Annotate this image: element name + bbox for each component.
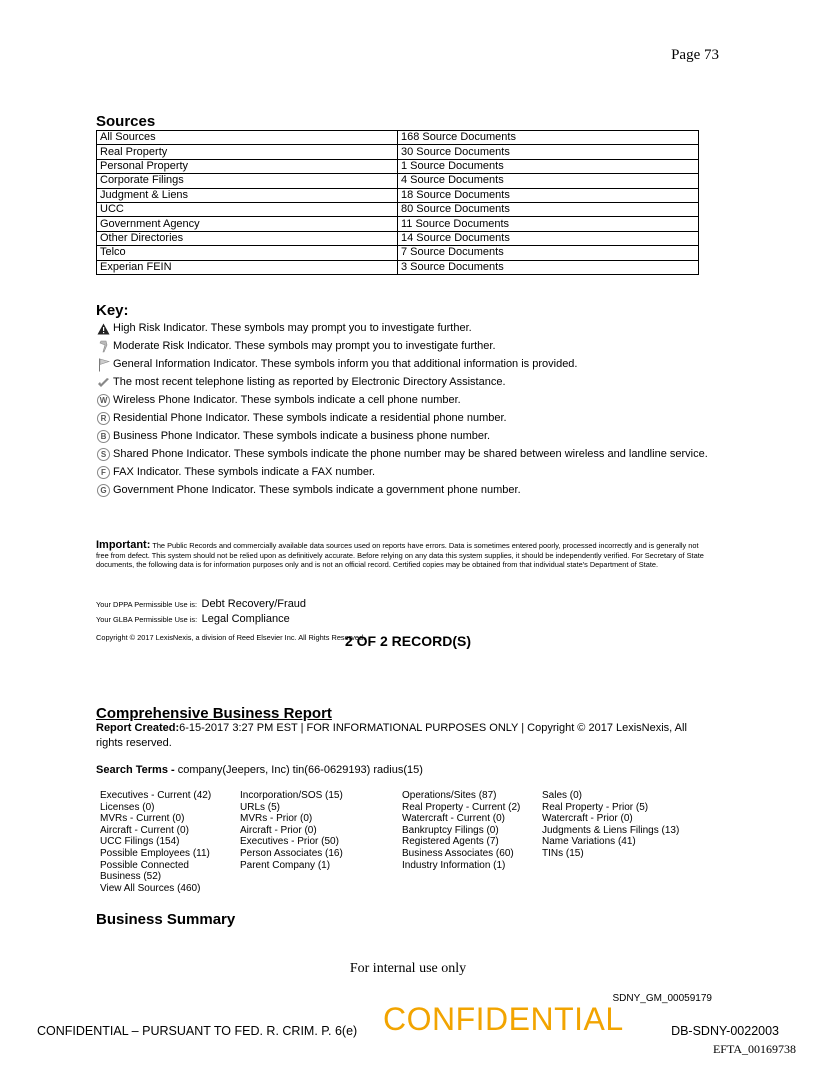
key-item bbox=[96, 484, 708, 497]
report-link[interactable]: Person Associates (16) bbox=[240, 847, 343, 859]
record-count: 2 OF 2 RECORD(S) bbox=[344, 633, 471, 649]
source-count: 30 Source Documents bbox=[398, 145, 699, 159]
report-link[interactable]: Name Variations (41) bbox=[542, 836, 636, 848]
source-count: 18 Source Documents bbox=[398, 188, 699, 202]
important-text: The Public Records and commercially available data sources used on reports have errors. Data is sometimes entered poorly, processed incorrectly and is generally not free from defect. This system should not be relied upon as definitively accurate. Before relying on any data this system supplies, it should be independently verified. For Secretary of State documents, the following data is for information purposes only and is not an official record. Certified copies may be obtained from that individual state's Department of State. bbox=[96, 541, 704, 570]
sources-heading: Sources bbox=[96, 113, 156, 130]
search-terms bbox=[96, 764, 423, 776]
report-created-label: Report Created: bbox=[96, 722, 180, 734]
source-name: Personal Property bbox=[97, 159, 398, 173]
confidentiality-notice: CONFIDENTIAL – PURSUANT TO FED. R. CRIM. P. 6(e) bbox=[37, 1024, 358, 1038]
glba-value: Legal Compliance bbox=[201, 613, 290, 625]
key-item-text: General Information Indicator. These symbols inform you that additional information is provided. bbox=[113, 358, 578, 370]
permissible-use bbox=[96, 596, 306, 626]
important-label: Important: bbox=[96, 539, 151, 551]
report-link[interactable]: Licenses (0) bbox=[100, 801, 155, 813]
report-link[interactable]: Operations/Sites (87) bbox=[402, 790, 497, 801]
sources-row bbox=[97, 159, 699, 173]
key-item-text: High Risk Indicator. These symbols may prompt you to investigate further. bbox=[113, 322, 472, 334]
business-phone-icon bbox=[96, 430, 111, 443]
report-link-column bbox=[402, 790, 520, 871]
report-link-column bbox=[100, 790, 211, 894]
dppa-value: Debt Recovery/Fraud bbox=[201, 598, 307, 610]
report-link[interactable]: Watercraft - Prior (0) bbox=[542, 813, 633, 825]
report-link[interactable]: Aircraft - Prior (0) bbox=[240, 824, 317, 836]
key-item bbox=[96, 394, 708, 407]
high-risk-icon bbox=[96, 322, 111, 335]
key-item bbox=[96, 466, 708, 479]
sources-row bbox=[97, 246, 699, 260]
source-count: 3 Source Documents bbox=[398, 260, 699, 274]
report-link[interactable]: Incorporation/SOS (15) bbox=[240, 790, 343, 801]
source-name: Experian FEIN bbox=[97, 260, 398, 274]
source-count: 7 Source Documents bbox=[398, 246, 699, 260]
flag-icon bbox=[96, 358, 111, 371]
internal-use-notice: For internal use only bbox=[349, 961, 467, 976]
key-heading: Key: bbox=[96, 302, 129, 319]
sources-row bbox=[97, 260, 699, 274]
bates-number-db: DB-SDNY-0022003 bbox=[671, 1024, 779, 1038]
report-link[interactable]: Watercraft - Current (0) bbox=[402, 813, 505, 825]
key-list bbox=[96, 322, 708, 502]
icon-letter: R bbox=[97, 412, 110, 425]
report-link-column bbox=[240, 790, 343, 871]
source-name: Other Directories bbox=[97, 231, 398, 245]
search-terms-text: company(Jeepers, Inc) tin(66-0629193) radius(15) bbox=[177, 764, 423, 776]
key-item bbox=[96, 322, 708, 335]
icon-letter: W bbox=[97, 394, 110, 407]
report-created bbox=[96, 721, 716, 751]
source-count: 4 Source Documents bbox=[398, 174, 699, 188]
report-link[interactable]: Judgments & Liens Filings (13) bbox=[542, 824, 680, 836]
sources-table bbox=[96, 130, 699, 275]
confidential-stamp: CONFIDENTIAL bbox=[383, 1001, 624, 1037]
efta-number: EFTA_00169738 bbox=[712, 1042, 796, 1056]
moderate-risk-icon bbox=[96, 340, 111, 353]
sources-row bbox=[97, 145, 699, 159]
report-link[interactable]: Bankruptcy Filings (0) bbox=[402, 824, 499, 836]
report-link[interactable]: Sales (0) bbox=[542, 790, 583, 801]
report-link[interactable]: MVRs - Prior (0) bbox=[240, 813, 313, 825]
search-terms-label: Search Terms - bbox=[96, 764, 175, 776]
report-link[interactable]: Aircraft - Current (0) bbox=[100, 824, 189, 836]
sources-row bbox=[97, 231, 699, 245]
sources-section bbox=[96, 113, 699, 275]
report-link[interactable]: Business (52) bbox=[100, 871, 162, 883]
source-name: Corporate Filings bbox=[97, 174, 398, 188]
sources-row bbox=[97, 174, 699, 188]
icon-letter: B bbox=[97, 430, 110, 443]
report-link[interactable]: URLs (5) bbox=[240, 801, 281, 813]
report-link[interactable]: View All Sources (460) bbox=[100, 882, 201, 894]
source-name: Government Agency bbox=[97, 217, 398, 231]
report-links bbox=[100, 790, 720, 900]
report-link[interactable]: Executives - Prior (50) bbox=[240, 836, 339, 848]
report-link[interactable]: Business Associates (60) bbox=[402, 847, 514, 859]
shared-phone-icon bbox=[96, 448, 111, 461]
report-link[interactable]: Industry Information (1) bbox=[402, 859, 506, 871]
key-item bbox=[96, 358, 708, 371]
fax-icon bbox=[96, 466, 111, 479]
report-link[interactable]: TINs (15) bbox=[542, 847, 584, 859]
source-count: 80 Source Documents bbox=[398, 202, 699, 216]
government-phone-icon bbox=[96, 484, 111, 497]
sources-row bbox=[97, 202, 699, 216]
report-link[interactable]: Executives - Current (42) bbox=[100, 790, 212, 801]
key-item-text: Shared Phone Indicator. These symbols indicate the phone number may be shared between wireless and landline service. bbox=[113, 448, 708, 460]
key-item-text: FAX Indicator. These symbols indicate a FAX number. bbox=[113, 466, 376, 478]
wireless-phone-icon bbox=[96, 394, 111, 407]
report-link[interactable]: MVRs - Current (0) bbox=[100, 813, 185, 825]
sources-row bbox=[97, 188, 699, 202]
source-name: Judgment & Liens bbox=[97, 188, 398, 202]
source-name: Real Property bbox=[97, 145, 398, 159]
key-item-text: Wireless Phone Indicator. These symbols indicate a cell phone number. bbox=[113, 394, 461, 406]
source-count: 11 Source Documents bbox=[398, 217, 699, 231]
report-created-text: 6-15-2017 3:27 PM EST | FOR INFORMATIONAL PURPOSES ONLY | Copyright © 2017 LexisNexis, All rights reserved. bbox=[96, 722, 687, 749]
source-count: 14 Source Documents bbox=[398, 231, 699, 245]
report-title[interactable]: Comprehensive Business Report bbox=[96, 705, 332, 722]
report-link[interactable]: Real Property - Current (2) bbox=[402, 801, 521, 813]
source-count: 1 Source Documents bbox=[398, 159, 699, 173]
key-item-text: Business Phone Indicator. These symbols indicate a business phone number. bbox=[113, 430, 491, 442]
sources-row bbox=[97, 217, 699, 231]
key-item-text: The most recent telephone listing as reported by Electronic Directory Assistance. bbox=[113, 376, 506, 388]
report-link[interactable]: Possible Employees (11) bbox=[100, 847, 210, 859]
residential-phone-icon bbox=[96, 412, 111, 425]
checkmark-icon bbox=[96, 376, 111, 389]
report-link[interactable]: Parent Company (1) bbox=[240, 859, 331, 871]
page-number: Page 73 bbox=[671, 47, 719, 63]
source-name: Telco bbox=[97, 246, 398, 260]
report-link[interactable]: Registered Agents (7) bbox=[402, 836, 499, 848]
report-link[interactable]: Possible Connected bbox=[100, 859, 189, 871]
report-link[interactable]: Real Property - Prior (5) bbox=[542, 801, 649, 813]
glba-label: Your GLBA Permissible Use is: bbox=[96, 615, 198, 624]
key-item bbox=[96, 376, 708, 389]
report-link[interactable]: UCC Filings (154) bbox=[100, 836, 180, 848]
key-item bbox=[96, 448, 708, 461]
business-summary-heading: Business Summary bbox=[96, 911, 236, 928]
dppa-label: Your DPPA Permissible Use is: bbox=[96, 600, 198, 609]
icon-letter: S bbox=[97, 448, 110, 461]
report-link-column bbox=[542, 790, 679, 860]
key-item bbox=[96, 412, 708, 425]
source-name: UCC bbox=[97, 202, 398, 216]
key-item bbox=[96, 430, 708, 443]
sources-row bbox=[97, 131, 699, 145]
key-item-text: Moderate Risk Indicator. These symbols may prompt you to investigate further. bbox=[113, 340, 496, 352]
copyright-line: Copyright © 2017 LexisNexis, a division of Reed Elsevier Inc. All Rights Reserved. bbox=[96, 633, 366, 642]
key-item bbox=[96, 340, 708, 353]
key-item-text: Residential Phone Indicator. These symbols indicate a residential phone number. bbox=[113, 412, 507, 424]
source-count: 168 Source Documents bbox=[398, 131, 699, 145]
important-notice bbox=[96, 541, 704, 570]
icon-letter: F bbox=[97, 466, 110, 479]
key-item-text: Government Phone Indicator. These symbols indicate a government phone number. bbox=[113, 484, 521, 496]
key-section bbox=[96, 302, 129, 319]
bates-number-gm: SDNY_GM_00059179 bbox=[612, 993, 712, 1004]
icon-letter: G bbox=[97, 484, 110, 497]
source-name: All Sources bbox=[97, 131, 398, 145]
